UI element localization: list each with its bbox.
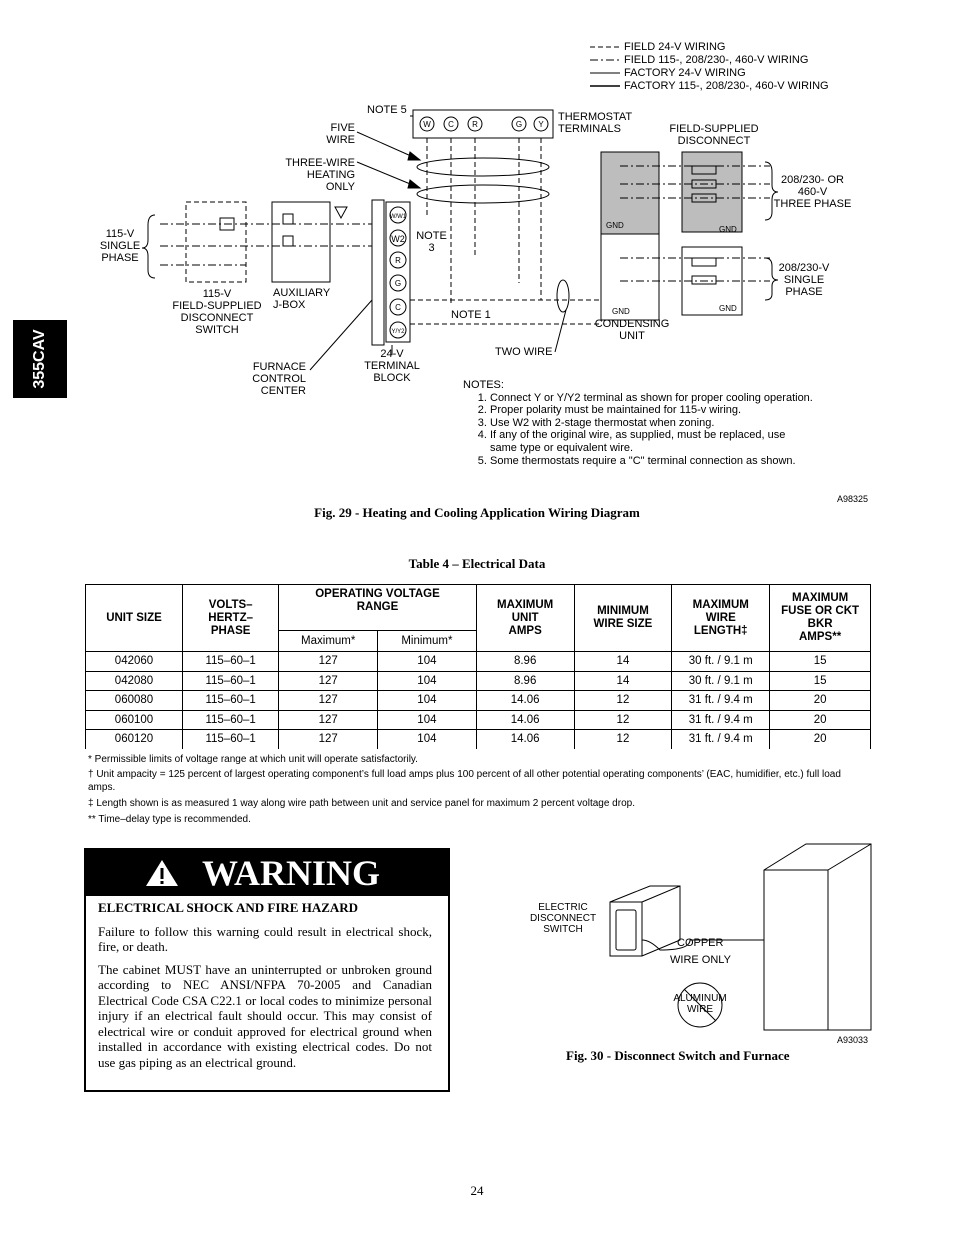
gnd-label: GND bbox=[612, 307, 630, 316]
block-r: R bbox=[395, 256, 401, 265]
fig29-caption: Fig. 29 - Heating and Cooling Application Wiring Diagram bbox=[314, 505, 640, 520]
note-item: 2. Proper polarity must be maintained for 115-v wiring. bbox=[490, 404, 813, 417]
table-row bbox=[86, 730, 871, 749]
field-disconnect-label: FIELD-SUPPLIED DISCONNECT bbox=[669, 123, 759, 147]
cell: 14 bbox=[574, 671, 672, 691]
gnd-label: GND bbox=[719, 304, 737, 313]
diagram-notes bbox=[463, 379, 813, 467]
col-minimum: Minimum* bbox=[378, 631, 477, 652]
note-item: 4. If any of the original wire, as supplied, must be replaced, use same type or equivalent wire. bbox=[490, 429, 810, 454]
cell: 20 bbox=[770, 730, 871, 749]
block-w2: W2 bbox=[391, 234, 405, 244]
cell: 115–60–1 bbox=[182, 652, 278, 672]
electrical-data-table bbox=[85, 584, 871, 749]
note-item: 1. Connect Y or Y/Y2 terminal as shown for proper cooling operation. bbox=[490, 392, 813, 405]
cell: 115–60–1 bbox=[182, 691, 278, 711]
note5-label: NOTE 5 bbox=[367, 104, 407, 116]
cell: 104 bbox=[378, 691, 477, 711]
note-item: 3. Use W2 with 2-stage thermostat when zoning. bbox=[490, 417, 813, 430]
three-wire-label: THREE-WIRE HEATING ONLY bbox=[285, 157, 355, 193]
condensing-unit-label: CONDENSING UNIT bbox=[594, 318, 670, 342]
cell: 31 ft. / 9.4 m bbox=[672, 691, 770, 711]
cell: 30 ft. / 9.1 m bbox=[672, 652, 770, 672]
table-row bbox=[86, 671, 871, 691]
tstat-r: R bbox=[472, 120, 478, 129]
side-tab-label: 355CAV bbox=[31, 329, 48, 389]
warning-paragraph: Failure to follow this warning could result in electrical shock, fire, or death. bbox=[98, 923, 432, 954]
block-w-w1: W/W1 bbox=[389, 214, 407, 220]
cell: 127 bbox=[279, 710, 378, 730]
cell: 14.06 bbox=[476, 710, 574, 730]
cell: 15 bbox=[770, 671, 871, 691]
hazard-title: ELECTRICAL SHOCK AND FIRE HAZARD bbox=[98, 900, 359, 915]
block-y-y2: Y/Y2 bbox=[391, 329, 405, 335]
terminal-block-label: 24-V TERMINAL BLOCK bbox=[364, 348, 420, 384]
wire-only-label: WIRE ONLY bbox=[670, 954, 731, 966]
table-row bbox=[86, 691, 871, 711]
col-min-wire-size: MINIMUM WIRE SIZE bbox=[574, 585, 672, 652]
cell: 20 bbox=[770, 691, 871, 711]
fig30-caption: Fig. 30 - Disconnect Switch and Furnace bbox=[566, 1048, 790, 1063]
cell: 14 bbox=[574, 652, 672, 672]
table-row bbox=[86, 710, 871, 730]
single-phase-right-label: 208/230-V SINGLE PHASE bbox=[778, 262, 830, 298]
switch-label: ELECTRIC DISCONNECT SWITCH bbox=[529, 902, 597, 935]
cell: 12 bbox=[574, 691, 672, 711]
aluminum-wire-label: ALUMINUM WIRE bbox=[673, 993, 727, 1015]
thermostat-terminals-label: THERMOSTAT TERMINALS bbox=[558, 111, 633, 135]
gnd-label: GND bbox=[606, 221, 624, 230]
col-volts-hertz-phase: VOLTS– HERTZ– PHASE bbox=[182, 585, 278, 652]
note1-label: NOTE 1 bbox=[451, 309, 491, 321]
field-switch-label: 115-V FIELD-SUPPLIED DISCONNECT SWITCH bbox=[172, 288, 262, 336]
cell: 20 bbox=[770, 710, 871, 730]
tstat-w: W bbox=[423, 120, 431, 129]
page-number: 24 bbox=[470, 1183, 484, 1198]
col-unit-size: UNIT SIZE bbox=[86, 585, 183, 652]
warning-paragraph: The cabinet MUST have an uninterrupted or unbroken ground according to NEC ANSI/NFPA 70-2005 and Canadian Electrical Code CSA C22.1 or local codes to minimize personal injury if an electrical fault should occur. This may consist of electrical wire or conduit approved for electrical ground when installed in accordance with existing electrical codes. Do not use gas piping as an electrical ground. bbox=[98, 961, 432, 1070]
warning-body bbox=[98, 900, 432, 1077]
cell: 30 ft. / 9.1 m bbox=[672, 671, 770, 691]
cell: 15 bbox=[770, 652, 871, 672]
notes-title: NOTES: bbox=[463, 379, 504, 391]
cell: 042080 bbox=[86, 671, 183, 691]
cell: 12 bbox=[574, 710, 672, 730]
cell: 31 ft. / 9.4 m bbox=[672, 710, 770, 730]
two-wire-label: TWO WIRE bbox=[495, 346, 553, 358]
cell: 14.06 bbox=[476, 730, 574, 749]
warning-box bbox=[84, 848, 450, 1092]
block-c: C bbox=[395, 303, 401, 312]
cell: 115–60–1 bbox=[182, 671, 278, 691]
warning-triangle-icon bbox=[144, 858, 180, 888]
cell: 8.96 bbox=[476, 671, 574, 691]
three-phase-label: 208/230- OR 460-V THREE PHASE bbox=[773, 174, 852, 210]
tstat-c: C bbox=[448, 120, 454, 129]
cell: 104 bbox=[378, 710, 477, 730]
cell: 127 bbox=[279, 671, 378, 691]
cell: 060080 bbox=[86, 691, 183, 711]
footnote: * Permissible limits of voltage range at which unit will operate satisfactorily. bbox=[88, 754, 418, 765]
cell: 115–60–1 bbox=[182, 730, 278, 749]
footnote: ** Time–delay type is recommended. bbox=[88, 814, 251, 825]
cell: 127 bbox=[279, 730, 378, 749]
single-phase-left-label: 115-V SINGLE PHASE bbox=[99, 228, 141, 264]
col-maximum: Maximum* bbox=[279, 631, 378, 652]
cell: 060120 bbox=[86, 730, 183, 749]
col-max-fuse: MAXIMUM FUSE OR CKT BKR AMPS** bbox=[770, 585, 871, 652]
aux-jbox-label: AUXILIARY J-BOX bbox=[273, 287, 331, 311]
cell: 042060 bbox=[86, 652, 183, 672]
cell: 115–60–1 bbox=[182, 710, 278, 730]
fig29-code: A98325 bbox=[837, 494, 869, 504]
col-max-wire-length: MAXIMUM WIRE LENGTH‡ bbox=[672, 585, 770, 652]
note-item: 5. Some thermostats require a "C" terminal connection as shown. bbox=[490, 455, 813, 468]
cell: 14.06 bbox=[476, 691, 574, 711]
footnote: † Unit ampacity = 125 percent of largest operating component’s full load amps plus 100 percent of all other potential operating components’ (EAC, humidifier, etc.) full load amps. bbox=[88, 769, 841, 793]
legend-factory-24v: FACTORY 24-V WIRING bbox=[624, 67, 746, 79]
warning-title: WARNING bbox=[202, 853, 381, 893]
legend-factory-115v: FACTORY 115-, 208/230-, 460-V WIRING bbox=[624, 80, 829, 92]
block-g: G bbox=[394, 279, 402, 288]
cell: 060100 bbox=[86, 710, 183, 730]
cell: 12 bbox=[574, 730, 672, 749]
furnace-control-label: FURNACE CONTROL CENTER bbox=[252, 361, 306, 397]
warning-header bbox=[86, 850, 448, 896]
tstat-y: Y bbox=[538, 120, 544, 129]
copper-label: COPPER bbox=[677, 937, 724, 949]
note3-label: NOTE 3 bbox=[416, 230, 447, 254]
gnd-label: GND bbox=[719, 225, 737, 234]
table4-title: Table 4 – Electrical Data bbox=[408, 556, 546, 571]
cell: 104 bbox=[378, 671, 477, 691]
cell: 104 bbox=[378, 730, 477, 749]
table-row bbox=[86, 652, 871, 672]
fig30-code: A93033 bbox=[837, 1035, 869, 1045]
five-wire-label: FIVE WIRE bbox=[326, 122, 355, 146]
footnote: ‡ Length shown is as measured 1 way along wire path between unit and service panel for maximum 2 percent voltage drop. bbox=[88, 798, 635, 809]
cell: 31 ft. / 9.4 m bbox=[672, 730, 770, 749]
cell: 127 bbox=[279, 691, 378, 711]
legend-field-24v: FIELD 24-V WIRING bbox=[624, 41, 726, 53]
tstat-g: G bbox=[515, 120, 523, 129]
cell: 127 bbox=[279, 652, 378, 672]
legend-field-115v: FIELD 115-, 208/230-, 460-V WIRING bbox=[624, 54, 809, 66]
cell: 8.96 bbox=[476, 652, 574, 672]
col-operating-voltage: OPERATING VOLTAGE RANGE bbox=[279, 585, 476, 631]
cell: 104 bbox=[378, 652, 477, 672]
col-max-unit-amps: MAXIMUM UNIT AMPS bbox=[476, 585, 574, 652]
